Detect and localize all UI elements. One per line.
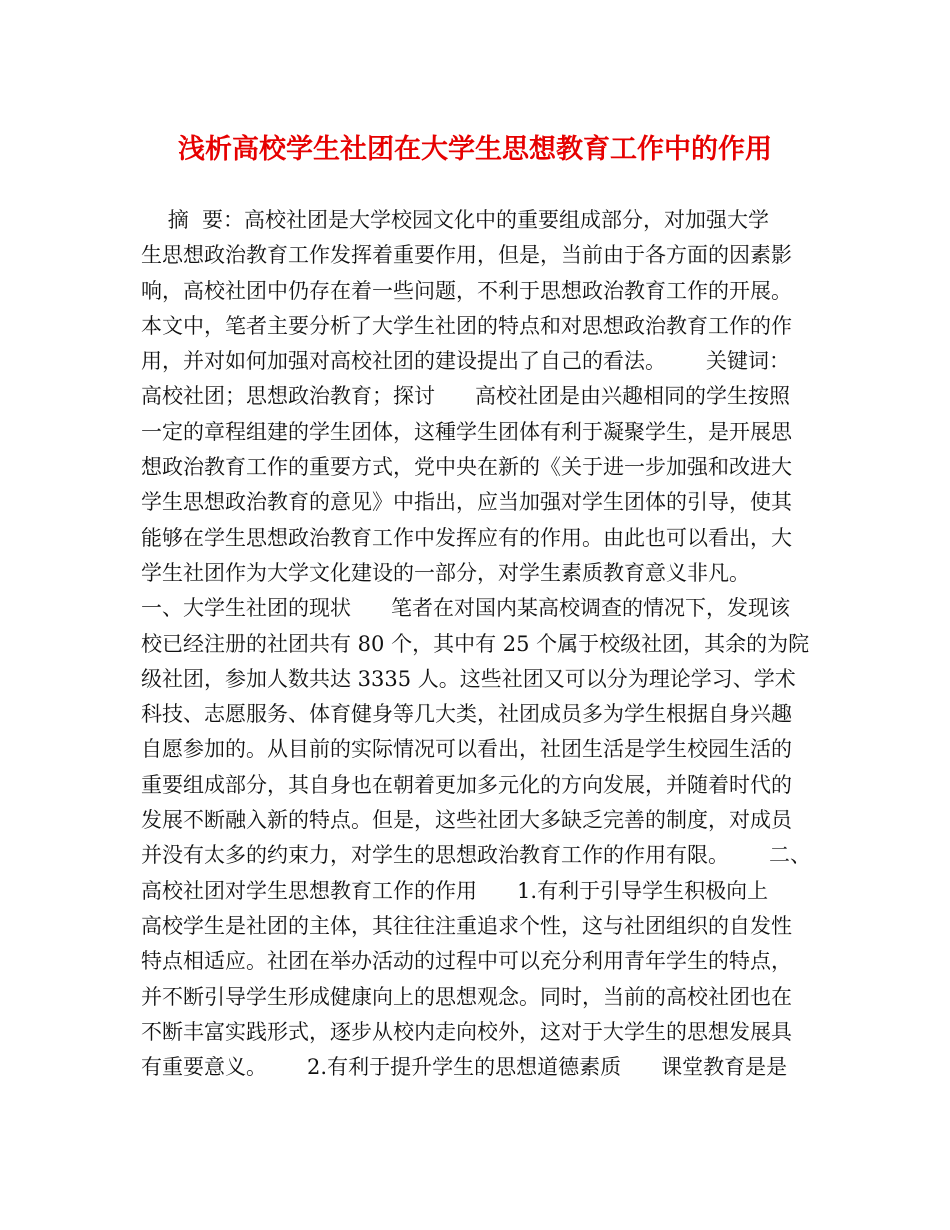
body-line: 有重要意义。 2.有利于提升学生的思想道德素质 课堂教育是是 (141, 1055, 788, 1080)
body-line: 一、大学生社团的现状 笔者在对国内某高校调查的情况下，发现该 (141, 596, 791, 621)
body-line: 能够在学生思想政治教育工作中发挥应有的作用。由此也可以看出，大 (141, 525, 792, 550)
body-line: 本文中，笔者主要分析了大学生社团的特点和对思想政治教育工作的作 (141, 313, 792, 338)
body-line: 用，并对如何加强对高校社团的建设提出了自己的看法。 关键词： (141, 349, 791, 374)
body-line: 学生社团作为大学文化建设的一部分，对学生素质教育意义非凡。 (141, 560, 750, 585)
body-line: 高校社团对学生思想教育工作的作用 1.有利于引导学生积极向上 (141, 878, 769, 903)
body-line: 响，高校社团中仍存在着一些问题，不利于思想政治教育工作的开展。 (141, 278, 792, 303)
body-line: 并没有太多的约束力，对学生的思想政治教育工作的作用有限。 二、 (141, 843, 812, 868)
body-line: 自愿参加的。从目前的实际情况可以看出，社团生活是学生校园生活的 (141, 737, 792, 762)
document-title: 浅析高校学生社团在大学生思想教育工作中的作用 (178, 134, 772, 165)
body-line: 摘 要：高校社团是大学校园文化中的重要组成部分，对加强大学 (141, 208, 770, 232)
body-line: 级社团，参加人数共达 3335 人。这些社团又可以分为理论学习、学术 (141, 666, 796, 691)
body-line: 校已经注册的社团共有 80 个，其中有 25 个属于校级社团，其余的为院 (141, 631, 810, 656)
body-line: 想政治教育工作的重要方式，党中央在新的《关于进一步加强和改进大 (141, 455, 792, 480)
document-body (141, 203, 831, 1085)
body-line: 不断丰富实践形式，逐步从校内走向校外，这对于大学生的思想发展具 (141, 1019, 792, 1044)
body-line: 高校社团；思想政治教育；探讨 高校社团是由兴趣相同的学生按照 (141, 384, 791, 409)
body-line: 重要组成部分，其自身也在朝着更加多元化的方向发展，并随着时代的 (141, 772, 792, 797)
body-line: 科技、志愿服务、体育健身等几大类，社团成员多为学生根据自身兴趣 (141, 702, 792, 727)
body-line: 一定的章程组建的学生团体，这種学生团体有利于凝聚学生，是开展思 (141, 419, 792, 444)
body-line: 高校学生是社团的主体，其往往注重追求个性，这与社团组织的自发性 (141, 913, 792, 938)
body-line: 生思想政治教育工作发挥着重要作用，但是，当前由于各方面的因素影 (141, 243, 792, 268)
body-line: 特点相适应。社团在举办活动的过程中可以充分利用青年学生的特点， (141, 949, 792, 974)
body-line: 学生思想政治教育的意见》中指出，应当加强对学生团体的引导，使其 (141, 490, 792, 515)
body-line: 并不断引导学生形成健康向上的思想观念。同时，当前的高校社团也在 (141, 984, 792, 1009)
body-line: 发展不断融入新的特点。但是，这些社团大多缺乏完善的制度，对成员 (141, 808, 792, 833)
